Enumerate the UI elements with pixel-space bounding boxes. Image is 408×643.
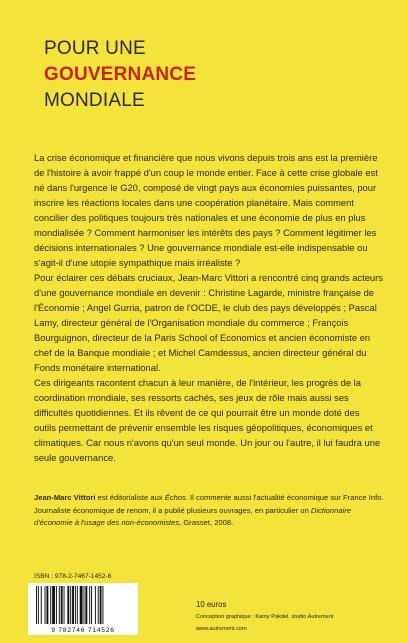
author-book-title: Dictionnaire d'économie à l'usage des non-économistes xyxy=(34,505,352,527)
title-line-1: POUR UNE xyxy=(44,38,146,59)
book-title xyxy=(44,36,196,114)
barcode-bar xyxy=(75,586,76,624)
barcode-bar xyxy=(56,586,57,624)
isbn-label: ISBN : 978-2-7467-1452-6 xyxy=(34,573,112,580)
publisher-website: www.autrement.com xyxy=(196,626,247,632)
author-bio-part-b: . Il commente aussi l'actualité économique sur France Info. Journaliste économique de renom, il a publié plusieurs ouvrages, en particulier un xyxy=(34,493,384,515)
barcode-bar xyxy=(100,586,102,624)
blurb-paragraph-1: La crise économique et financière que nous vivons depuis trois ans est la première de l'histoire à avoir frappé d'un coup le monde entier. Face à cette crise globale est né dans l'urgence le G20, composé de vingt pays aux économies puissantes, pour inscrire les réactions locales dans une coopération planétaire. Mais comment concilier des politiques toujours très nationales et une économie de plus en plus mondialisée ? Comment harmoniser les intérêts des pays ? Comment légitimer les décisions internationales ? Une gouvernance mondiale est-elle indispensable ou s'agit-il d'une utopie sympathique mais irréaliste ? xyxy=(34,152,378,268)
barcode-bar xyxy=(98,586,99,624)
author-bio xyxy=(34,492,389,530)
title-line-2: GOUVERNANCE xyxy=(44,64,197,85)
barcode-bars xyxy=(34,586,132,624)
price: 10 euros xyxy=(196,600,227,609)
author-bio-part-c: , Grasset, 2008. xyxy=(179,518,234,527)
barcode-bar xyxy=(91,586,92,624)
author-name: Jean-Marc Vittori xyxy=(34,493,96,502)
blurb-paragraph-3: Ces dirigeants racontent chacun à leur manière, de l'intérieur, les progrès de la coordination mondiale, ses ressorts cachés, ses jeux de rôle mais aussi ses difficultés quotidiennes. Et ils rêvent de ce qui pourrait être un monde doté des outils permettant de prévenir ensemble les risques géopolitiques, économiques et climatiques. Car nous n'avons qu'un seul monde. Un jour ou l'autre, il lui faudra une seule gouvernance. xyxy=(34,377,381,463)
barcode-bar xyxy=(41,586,42,624)
barcode-bar xyxy=(103,586,104,624)
blurb-paragraph-2: Pour éclairer ces débats cruciaux, Jean-Marc Vittori a rencontré cinq grands acteurs d'une gouvernance mondiale en devenir : Christine Lagarde, ministre française de l'Économie ; Angel Gurria, patron de l'OCDE, le club des pays développés ; Pascal Lamy, directeur général de l'Organisation mondiale du commerce ; François Bourguignon, directeur de la Paris School of Economics et ancien économiste en chef de la Banque mondiale ; et Michel Camdessus, ancien directeur général du Fonds monétaire international. xyxy=(34,272,383,373)
barcode-bar xyxy=(80,586,83,624)
title-line-3: MONDIALE xyxy=(44,90,145,111)
barcode-bar xyxy=(52,586,55,624)
barcode-bar xyxy=(70,586,71,624)
barcode-bar xyxy=(46,586,48,624)
barcode-bar xyxy=(67,586,69,624)
barcode-bar xyxy=(89,586,90,624)
barcode-bar xyxy=(59,586,60,624)
barcode-bar xyxy=(84,586,85,624)
author-journal: Échos xyxy=(164,493,186,502)
barcode-bar xyxy=(36,586,37,624)
barcode-bar xyxy=(77,586,78,624)
design-credit: Conception graphique : Kamy Pakdel, studio Autrement xyxy=(196,614,334,620)
barcode-bar xyxy=(85,586,87,624)
barcode-bar xyxy=(64,586,65,624)
barcode-number: 9 782746 714526 xyxy=(51,627,115,634)
barcode-bar xyxy=(95,586,96,624)
author-bio-part-a: est éditorialiste aux xyxy=(95,493,165,502)
barcode xyxy=(28,583,138,635)
barcode-bar xyxy=(61,586,63,624)
barcode-bar xyxy=(45,586,46,624)
back-cover-blurb xyxy=(34,150,384,465)
barcode-bar xyxy=(50,586,51,624)
barcode-bar xyxy=(72,586,74,624)
barcode-bar xyxy=(38,586,39,624)
